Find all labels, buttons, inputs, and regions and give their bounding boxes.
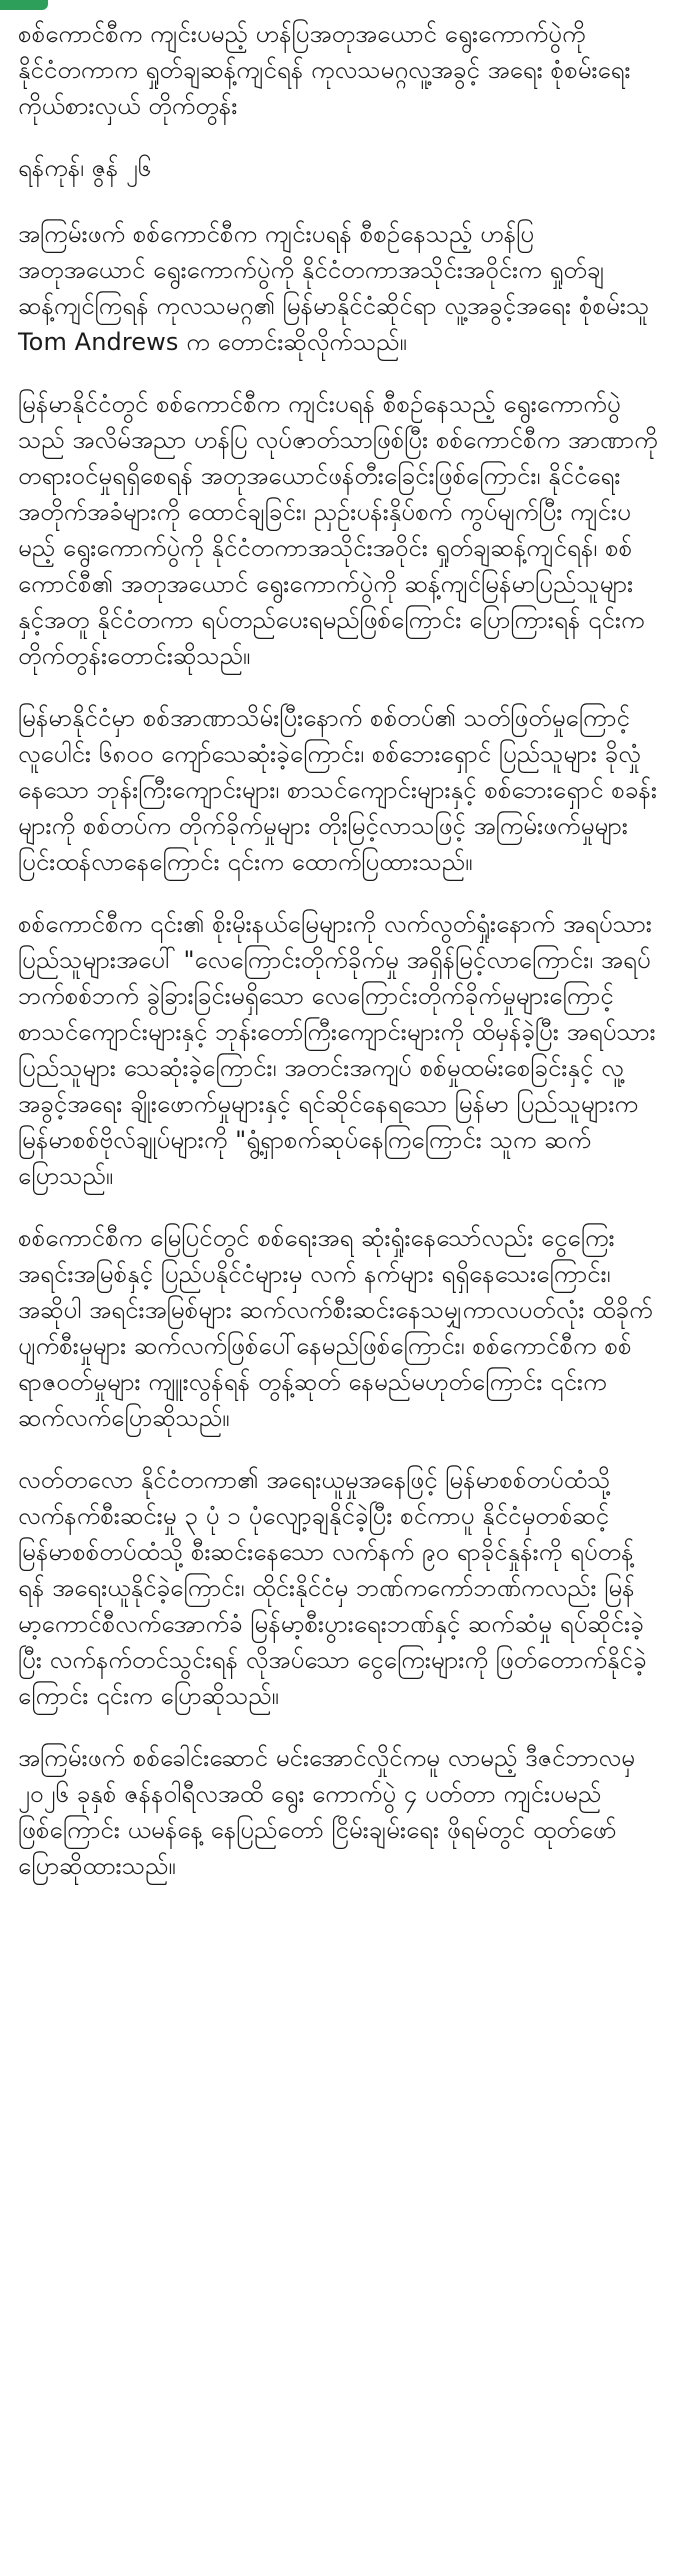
article-paragraph-1: အကြမ်းဖက် စစ်ကောင်စီက ကျင်းပရန် စီစဉ်နေသည့် ဟန်ပြ အတုအယောင် ရွေးကောက်ပွဲကို နိုင်ငံတကာအသိုင်းအဝိုင်းက ရှုတ်ချ ဆန့်ကျင်ကြရန် ကုလသမဂ္ဂ၏ မြန်မာနိုင်ငံဆိုင်ရာ လူ့အခွင့်အရေး စုံစမ်းသူ Tom Andrews က တောင်းဆိုလိုက်သည်။ (18, 220, 650, 356)
top-accent-bar (0, 0, 48, 10)
news-article (18, 16, 658, 1910)
article-dateline: ရန်ကုန်၊ ဇွန် ၂၆ (18, 154, 152, 182)
article-paragraph-4: စစ်ကောင်စီက ၎င်း၏ စိုးမိုးနယ်မြေများကို လက်လွတ်ရှုံးနောက် အရပ်သားပြည်သူများအပေါ် "လေကြောင်းတိုက်ခိုက်မှု အရှိန်မြင့်လာကြောင်း၊ အရပ်ဘက်စစ်ဘက် ခွဲခြားခြင်းမရှိသော လေကြောင်းတိုက်ခိုက်မှုများကြောင့် စာသင်ကျောင်းများနှင့် ဘုန်းတော်ကြီးကျောင်းများကို ထိမှန်ခဲ့ပြီး အရပ်သားပြည်သူများ သေဆုံးခဲ့ကြောင်း၊ အတင်းအကျပ် စစ်မှုထမ်းစေခြင်းနှင့် လူ့အခွင့်အရေး ချိုးဖောက်မှုများနှင့် ရင်ဆိုင်နေရသော မြန်မာ ပြည်သူများက မြန်မာစစ်ဗိုလ်ချုပ်များကို "ရွံ့ရှာစက်ဆုပ်နေကြကြောင်း သူက ဆက်ပြောသည်။ (18, 910, 656, 1190)
article-headline: စစ်ကောင်စီက ကျင်းပမည့် ဟန်ပြအတုအယောင် ရွေးကောက်ပွဲကို နိုင်ငံတကာက ရှုတ်ချဆန့်ကျင်ရန် ကုလသမဂ္ဂလူ့အခွင့် အရေး စုံစမ်းရေးကိုယ်စားလှယ် တိုက်တွန်း (18, 20, 631, 120)
article-paragraph-6: လတ်တလော နိုင်ငံတကာ၏ အရေးယူမှုအနေဖြင့် မြန်မာစစ်တပ်ထံသို့ လက်နက်စီးဆင်းမှု ၃ ပုံ ၁ ပုံလျော့ချနိုင်ခဲ့ပြီး စင်ကာပူ နိုင်ငံမှတစ်ဆင့် မြန်မာစစ်တပ်ထံသို့ စီးဆင်းနေသော လက်နက် ၉၀ ရာခိုင်နှုန်းကို ရပ်တန့်ရန် အရေးယူနိုင်ခဲ့ကြောင်း၊ ထိုင်းနိုင်ငံမှ ဘဏ်ကကော်ဘဏ်ကလည်း မြန်မာ့ကောင်စီလက်အောက်ခံ မြန်မာ့စီးပွားရေးဘဏ်နှင့် ဆက်ဆံမှု ရပ်ဆိုင်းခဲ့ပြီး လက်နက်တင်သွင်းရန် လိုအပ်သော ငွေကြေးများကို ဖြတ်တောက်နိုင်ခဲ့ကြောင်း ၎င်းက ပြောဆိုသည်။ (18, 1466, 647, 1710)
article-paragraph-3: မြန်မာနိုင်ငံမှာ စစ်အာဏာသိမ်းပြီးနောက် စစ်တပ်၏ သတ်ဖြတ်မှုကြောင့် လူပေါင်း ၆၈၀၀ ကျော်သေဆုံးခဲ့ကြောင်း၊ စစ်ဘေးရှောင် ပြည်သူများ ခိုလှုံနေသော ဘုန်းကြီးကျောင်းများ၊ စာသင်ကျောင်းများနှင့် စစ်ဘေးရှောင် စခန်းများကို စစ်တပ်က တိုက်ခိုက်မှုများ တိုးမြင့်လာသဖြင့် အကြမ်းဖက်မှုများ ပြင်းထန်လာနေကြောင်း ၎င်းက ထောက်ပြထားသည်။ (18, 704, 658, 876)
article-paragraph-2: မြန်မာနိုင်ငံတွင် စစ်ကောင်စီက ကျင်းပရန် စီစဉ်နေသည့် ရွေးကောက်ပွဲသည် အလိမ်အညာ ဟန်ပြ လုပ်ဇာတ်သာဖြစ်ပြီး စစ်ကောင်စီက အာဏာကို တရားဝင်မှုရရှိစေရန် အတုအယောင်ဖန်တီးခြေင်းဖြစ်ကြောင်း၊ နိုင်ငံရေး အတိုက်အခံများကို ထောင်ချခြင်း၊ ညှဉ်းပန်းနှိပ်စက် ကွပ်မျက်ပြီး ကျင်းပမည့် ရွေးကောက်ပွဲကို နိုင်ငံတကာအသိုင်းအဝိုင်း ရှုတ်ချဆန့်ကျင်ရန်၊ စစ်ကောင်စီ၏ အတုအယောင် ရွေးကောက်ပွဲကို ဆန့်ကျင်မြန်မာပြည်သူများနှင့်အတူ နိုင်ငံတကာ ရပ်တည်ပေးရမည်ဖြစ်ကြောင်း ပြောကြားရန် ၎င်းက တိုက်တွန်းတောင်းဆိုသည်။ (18, 390, 658, 670)
article-paragraph-5: စစ်ကောင်စီက မြေပြင်တွင် စစ်ရေးအရ ဆုံးရှုံးနေသော်လည်း ငွေကြေးအရင်းအမြစ်နှင့် ပြည်ပနိုင်ငံများမှ လက် နက်များ ရရှိနေသေးကြောင်း၊ အဆိုပါ အရင်းအမြစ်များ ဆက်လက်စီးဆင်းနေသမျှကာလပတ်လုံး ထိခိုက်ပျက်စီးမှုများ ဆက်လက်ဖြစ်ပေါ်နေမည်ဖြစ်ကြောင်း၊ စစ်ကောင်စီက စစ်ရာဇဝတ်မှုများ ကျူးလွန်ရန် တွန့်ဆုတ် နေမည်မဟုတ်ကြောင်း ၎င်းက ဆက်လက်ပြောဆိုသည်။ (18, 1224, 653, 1432)
article-paragraph-7: အကြမ်းဖက် စစ်ခေါင်းဆောင် မင်းအောင်လှိုင်ကမူ လာမည့် ဒီဇင်ဘာလမှ ၂၀၂၆ ခုနှစ် ဇန်နဝါရီလအထိ ရွေး ကောက်ပွဲ ၄ ပတ်တာ ကျင်းပမည်ဖြစ်ကြောင်း ယမန်နေ့ နေပြည်တော် ငြိမ်းချမ်းရေး ဖိုရမ်တွင် ထုတ်ဖော်ပြောဆိုထားသည်။ (18, 1744, 635, 1880)
